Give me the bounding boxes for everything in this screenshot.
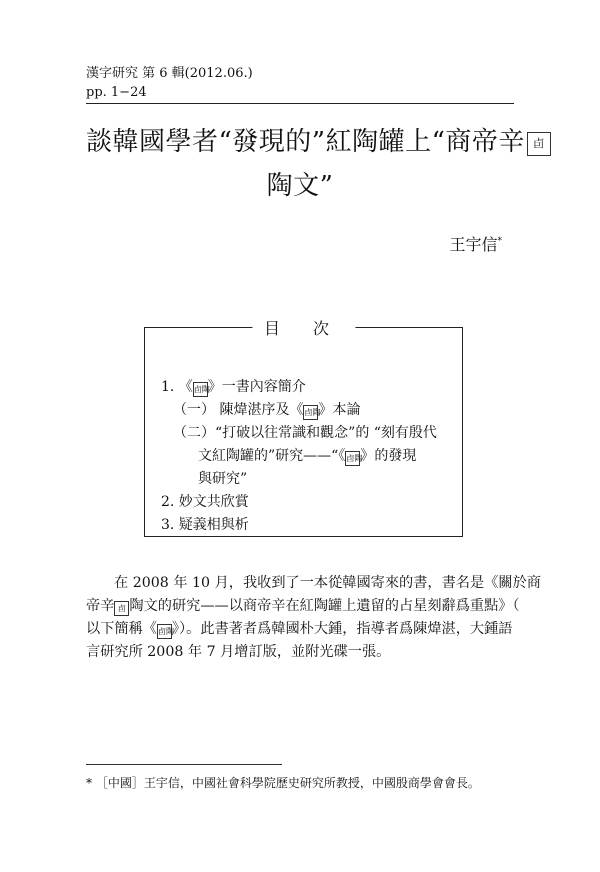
body-line: 在 2008 年 10 月，我收到了一本從韓國寄來的書，書名是《關於商: [114, 575, 541, 591]
body-text: 以下簡稱《: [86, 621, 157, 637]
author-name-text: 王宇信: [449, 235, 498, 254]
body-text: 帝辛: [86, 598, 115, 614]
toc-text: （一） 陳煒湛序及《: [173, 402, 304, 418]
body-text: 》）。此書著者爲韓國朴大鍾，指導者爲陳煒湛，大鍾語: [171, 621, 513, 637]
body-text: 陶文的研究——以商帝辛在紅陶罐上遺留的占星刻辭爲重點》（: [129, 598, 520, 614]
toc-item-1-2-cont: [161, 468, 453, 491]
toc-item-1-2-cont: [161, 445, 453, 468]
body-boxed-glyph: 卣陶: [157, 624, 172, 639]
toc-item-1-2: [161, 422, 453, 445]
footnote: * ［中國］王宇信，中國社會科學院歷史研究所教授，中國殷商學會會長。: [86, 776, 480, 790]
body-paragraph: [86, 572, 541, 664]
toc-text: 》一書內容簡介: [207, 379, 306, 395]
toc-boxed-glyph: 卣陶: [345, 451, 360, 466]
author-footnote-mark: *: [497, 236, 502, 247]
toc-heading: 目 次: [252, 316, 355, 339]
author-name: [449, 232, 502, 255]
toc-text: 1. 《: [161, 379, 193, 395]
running-header: [86, 64, 253, 102]
header-divider: [86, 103, 514, 104]
body-line: [86, 595, 520, 618]
toc-text: 文紅陶罐的”研究——“《: [198, 448, 346, 464]
toc-item-1: [161, 376, 453, 399]
title-boxed-glyph: 卣: [527, 132, 551, 156]
article-title: [86, 120, 545, 208]
title-line-1: [86, 120, 545, 164]
toc-list: [161, 376, 453, 537]
body-line: 言研究所 2008 年 7 月增訂版，並附光碟一張。: [86, 644, 391, 660]
toc-text: 2. 妙文共欣賞: [161, 494, 249, 510]
toc-boxed-glyph: 卣陶: [193, 382, 208, 397]
toc-text: 》本論: [318, 402, 361, 418]
journal-info: 漢字研究 第 6 輯(2012.06.): [86, 66, 253, 81]
title-line-2: 陶文”: [266, 171, 334, 201]
toc-text: 與研究”: [198, 471, 248, 487]
footnote-divider: [86, 764, 282, 765]
page-range: pp. 1−24: [86, 85, 147, 100]
toc-text: （二）“打破以往常識和觀念”的 “刻有殷代: [173, 425, 437, 441]
toc-item-2: [161, 491, 453, 514]
title-line-1-text: 談韓國學者“發現的”紅陶罐上“商帝辛: [86, 127, 525, 157]
toc-item-1-1: [161, 399, 453, 422]
toc-text: 3. 疑義相與析: [161, 517, 249, 533]
table-of-contents: [144, 319, 463, 537]
toc-boxed-glyph: 卣陶: [303, 405, 318, 420]
body-boxed-glyph: 卣: [114, 601, 129, 616]
body-line: [86, 618, 516, 641]
toc-item-3: [161, 514, 453, 537]
toc-text: 》的發現: [360, 448, 417, 464]
